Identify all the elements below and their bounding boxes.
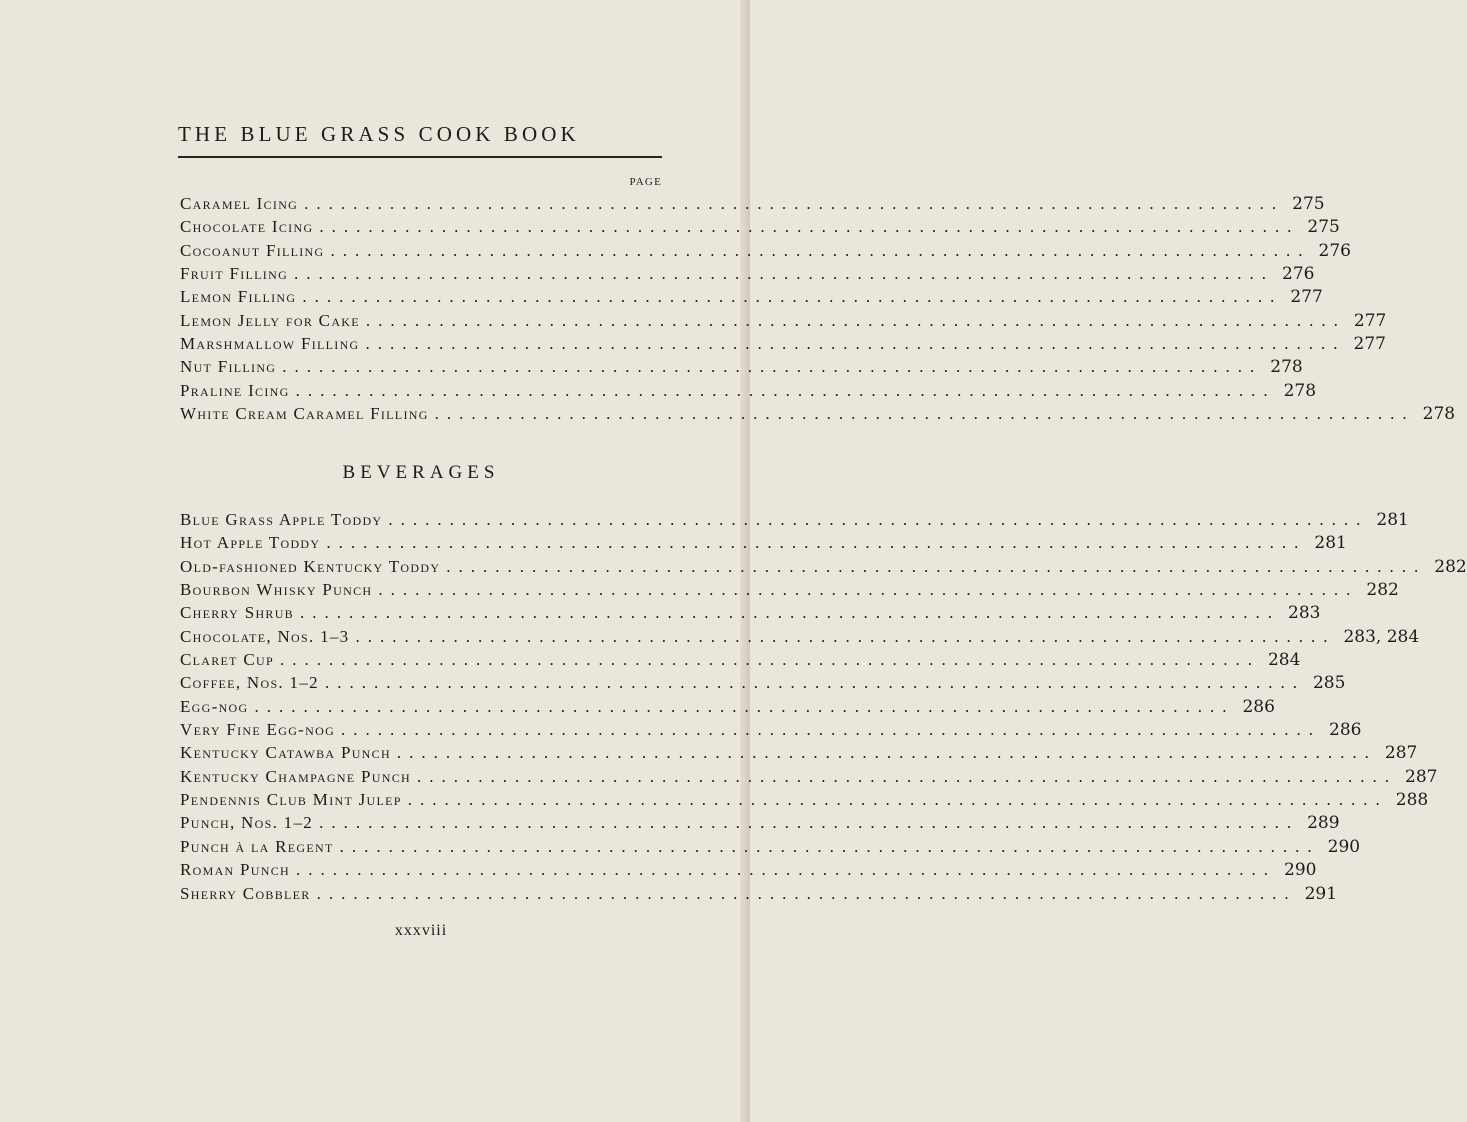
toc-entry [180,285,1323,308]
dot-leader: ................................................................................ [319,217,1300,237]
entry-page-number: 288 [1395,790,1429,811]
entry-title: Fruit Filling [180,264,289,284]
toc-entry [180,555,1467,578]
entry-title: Punch à la Regent [180,836,334,856]
entry-title: Pendennis Club Mint Julep [180,790,402,810]
toc-entry [180,262,1315,285]
entry-page-number: 281 [1314,533,1347,554]
section-heading-beverages: BEVERAGES [342,462,500,483]
toc-entry [180,835,1361,858]
toc-entry [180,811,1340,834]
head-rule [178,156,662,158]
dot-leader: ................................................................................ [341,720,1322,740]
dot-leader: ................................................................................ [300,603,1280,623]
beverages-entry-list [180,508,1467,905]
dot-leader: ................................................................................ [324,673,1305,693]
entry-title: Very Fine Egg-nog [180,720,336,740]
dot-leader: ................................................................................ [326,533,1307,553]
icings-entry-list [180,192,1456,425]
entry-page-number: 283 [1288,603,1321,624]
entry-page-number: 278 [1422,404,1456,425]
toc-entry [180,882,1338,905]
entry-page-number: 275 [1307,217,1340,238]
entry-page-number: 289 [1307,813,1340,834]
entry-page-number: 281 [1376,510,1409,530]
dot-leader: ................................................................................ [378,580,1359,600]
entry-page-number: 287 [1405,766,1438,787]
toc-entry [180,648,1301,671]
toc-entry [180,578,1399,601]
dot-leader: ................................................................................ [339,836,1320,856]
toc-entry [180,765,1438,788]
toc-entry [180,671,1346,694]
entry-title: Kentucky Champagne Punch [180,766,412,786]
dot-leader: ................................................................................ [365,334,1346,354]
entry-page-number: 284 [1267,650,1301,671]
entry-title: Kentucky Catawba Punch [180,743,391,763]
dot-leader: ................................................................................ [294,264,1275,284]
entry-title: Lemon Jelly for Cake [180,310,360,330]
entry-title: White Cream Caramel Filling [180,404,429,424]
entry-page-number: 290 [1284,860,1317,881]
entry-title: Praline Icing [180,380,290,400]
entry-title: Cherry Shrub [180,603,294,623]
entry-page-number: 278 [1270,357,1303,378]
entry-title: Claret Cup [180,650,274,670]
toc-entry [180,625,1420,648]
dot-leader: ................................................................................ [302,287,1283,307]
entry-page-number: 277 [1353,334,1386,355]
toc-entry [180,858,1317,881]
dot-leader: ................................................................................ [254,696,1235,716]
entry-title: Marshmallow Filling [180,334,360,354]
toc-entry [180,508,1409,531]
entry-page-number: 282 [1434,556,1467,577]
entry-title: Blue Grass Apple Toddy [180,510,383,529]
toc-entry [180,215,1340,238]
dot-leader: ................................................................................ [407,790,1388,810]
toc-entry [180,192,1325,215]
running-head: THE BLUE GRASS COOK BOOK [178,122,580,146]
entry-title: Roman Punch [180,860,291,880]
dot-leader: ................................................................................ [396,743,1377,763]
entry-title: Punch, Nos. 1–2 [180,813,314,833]
entry-title: Lemon Filling [180,287,297,307]
dot-leader: ................................................................................ [295,380,1276,400]
entry-title: Egg-nog [180,696,249,716]
entry-title: Chocolate, Nos. 1–3 [180,626,350,646]
dot-leader: ................................................................................ [434,404,1415,424]
toc-entry [180,379,1317,402]
entry-title: Chocolate Icing [180,217,314,237]
entry-page-number: 282 [1366,580,1399,601]
entry-page-number: 286 [1329,720,1362,741]
dot-leader: ................................................................................ [355,626,1336,646]
dot-leader: ................................................................................ [304,194,1285,213]
dot-leader: ................................................................................ [388,510,1369,529]
entry-page-number: 290 [1327,836,1361,857]
entry-title: Coffee, Nos. 1–2 [180,673,319,693]
toc-entry [180,332,1386,355]
toc-entry [180,741,1418,764]
entry-page-number: 283, 284 [1343,626,1420,647]
entry-title: Nut Filling [180,357,277,377]
entry-page-number: 277 [1290,287,1323,308]
dot-leader: ................................................................................ [279,650,1260,670]
dot-leader: ................................................................................ [319,813,1300,833]
toc-entry [180,718,1362,741]
page-column-label: PAGE [629,176,662,188]
entry-page-number: 287 [1384,743,1418,764]
entry-title: Hot Apple Toddy [180,533,321,553]
entry-page-number: 277 [1353,310,1387,331]
toc-entry [180,788,1429,811]
dot-leader: ................................................................................ [365,310,1346,330]
entry-title: Old-fashioned Kentucky Toddy [180,556,441,576]
entry-page-number: 275 [1292,194,1325,214]
entry-title: Cocoanut Filling [180,240,325,260]
toc-entry [180,239,1351,262]
entry-page-number: 286 [1242,696,1275,717]
entry-page-number: 276 [1318,240,1351,261]
toc-entry [180,531,1347,554]
entry-page-number: 291 [1304,883,1338,904]
entry-page-number: 285 [1312,673,1346,694]
toc-entry [180,601,1321,624]
entry-title: Sherry Cobbler [180,883,311,903]
toc-entry [180,355,1303,378]
dot-leader: ................................................................................ [330,240,1311,260]
dot-leader: ................................................................................ [417,766,1398,786]
toc-entry [180,309,1387,332]
dot-leader: ................................................................................ [446,556,1427,576]
entry-page-number: 276 [1282,264,1315,285]
entry-page-number: 278 [1283,380,1317,401]
dot-leader: ................................................................................ [282,357,1263,377]
dot-leader: ................................................................................ [316,883,1297,903]
entry-title: Caramel Icing [180,194,299,213]
page-folio: xxxviii [394,922,448,939]
dot-leader: ................................................................................ [296,860,1277,880]
entry-title: Bourbon Whisky Punch [180,580,373,600]
toc-entry [180,402,1456,425]
toc-entry [180,695,1275,718]
